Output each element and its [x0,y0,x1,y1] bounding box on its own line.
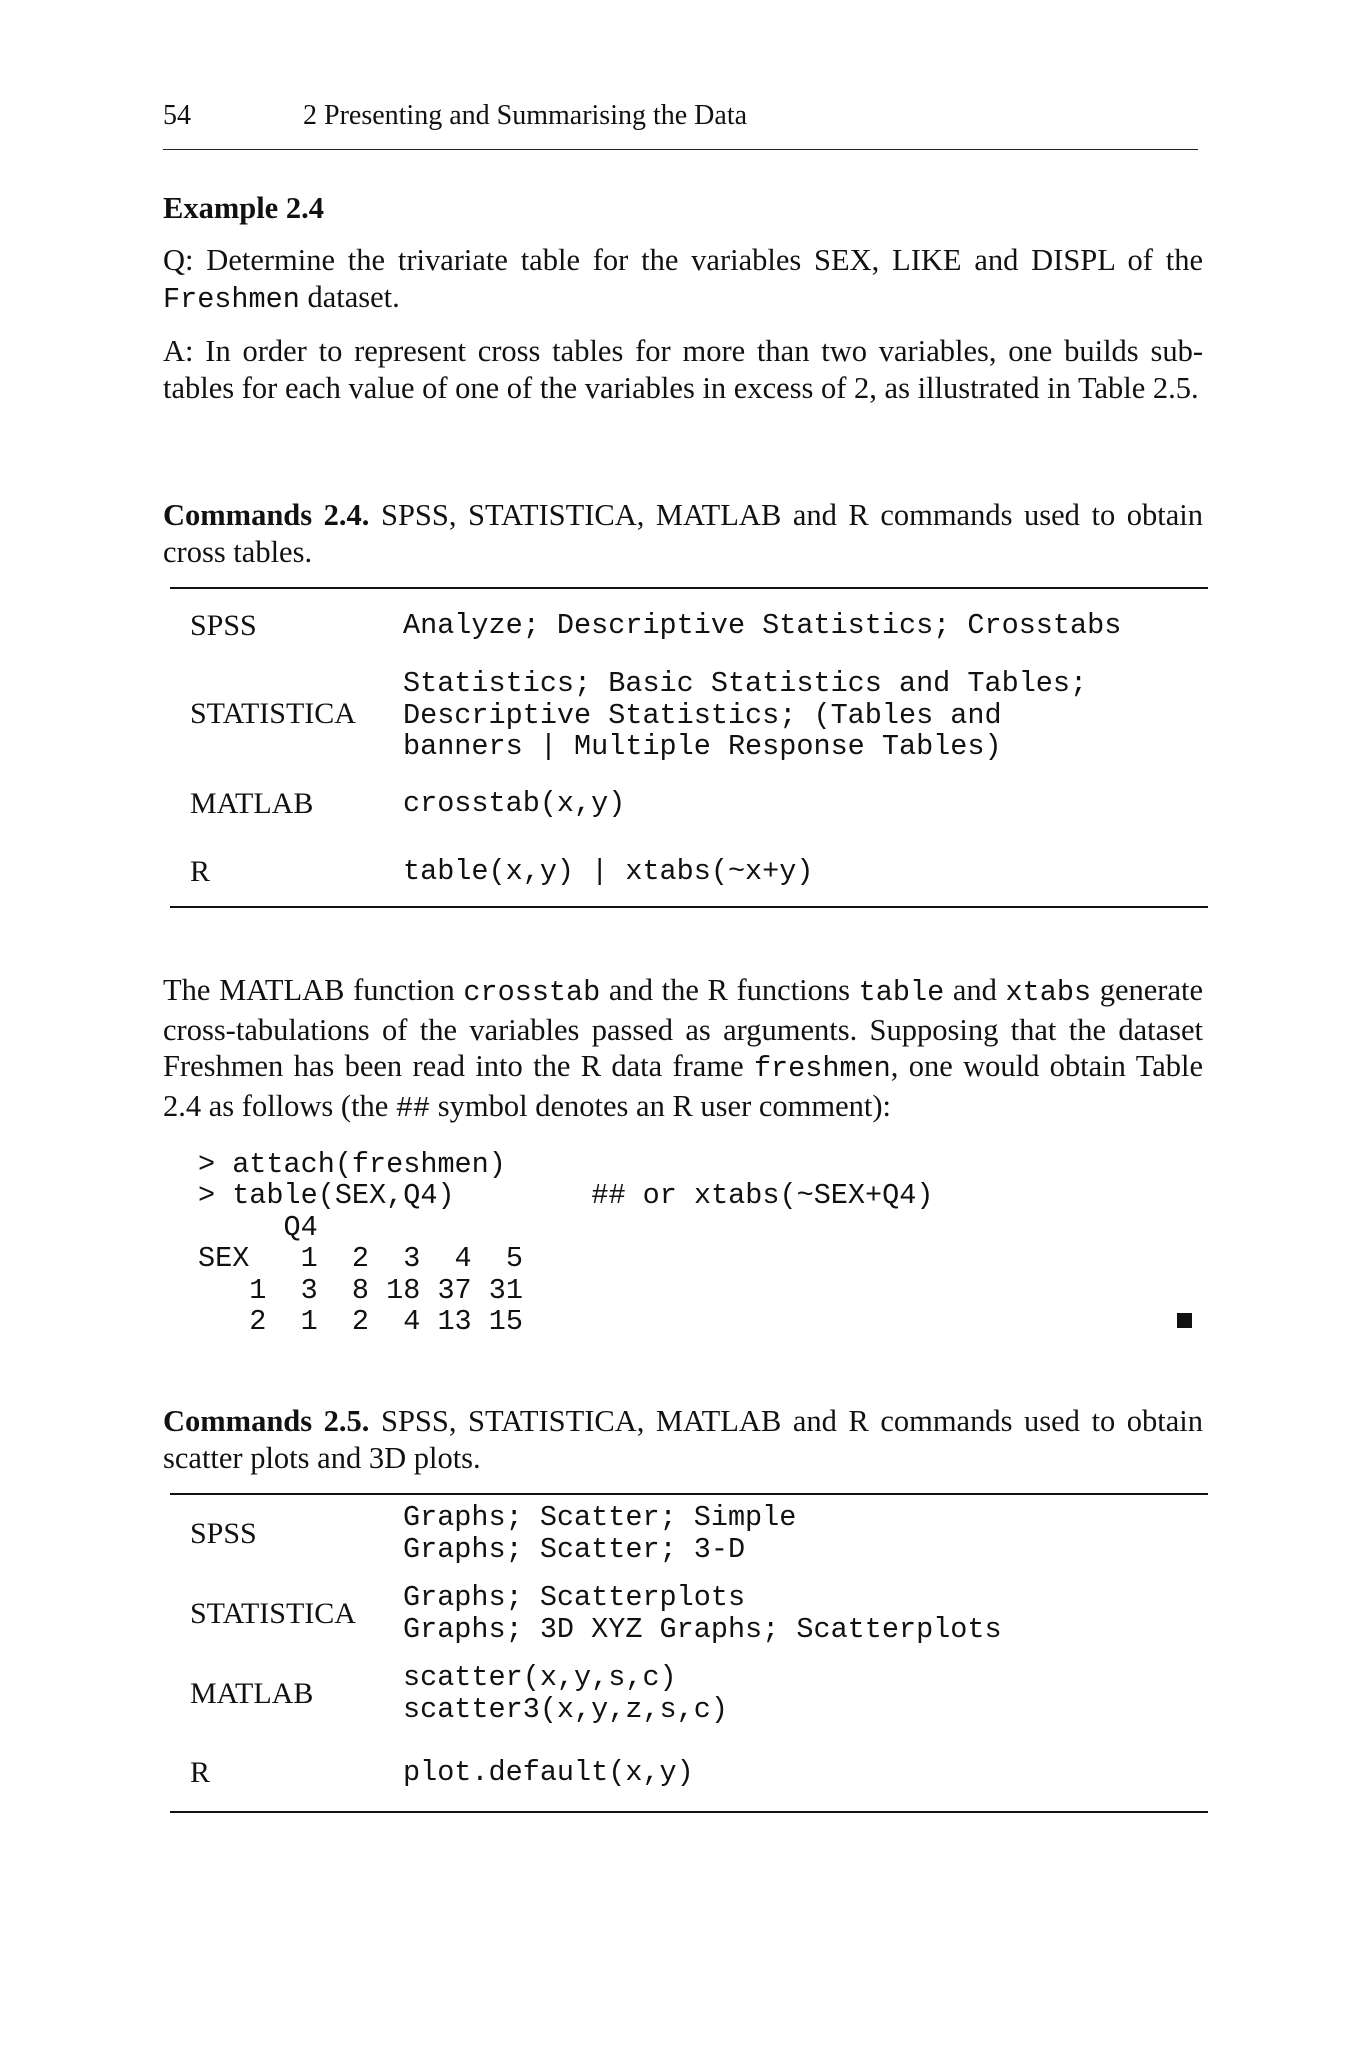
example-answer: A: In order to represent cross tables for more than two variables, one builds sub-tables for each value of one of the variables in excess of 2, as illustrated in Table 2.5. [163,334,1203,405]
command-software-label: SPSS [190,1517,257,1550]
commands-2-5-caption [163,1403,1203,1476]
r-session-code: > attach(freshmen) > table(SEX,Q4) ## or xtabs(~SEX+Q4) Q4 SEX 1 2 3 4 5 1 3 8 18 37 31 2 1 2 4 13 15 [198,1148,934,1339]
commands-2-4-caption [163,497,1203,570]
command-code: crosstab(x,y) [403,787,626,820]
command-code: scatter(x,y,s,c) scatter3(x,y,z,s,c) [403,1661,728,1726]
page-number: 54 [163,100,191,131]
command-software-label: SPSS [190,609,257,642]
inline-code-xtabs: xtabs [1005,976,1092,1009]
commands-2-4-top-rule [170,587,1208,589]
command-software-label: R [190,1756,211,1789]
question-text-end: dataset. [299,279,400,314]
inline-code-crosstab: crosstab [463,976,601,1009]
command-software-label: MATLAB [190,787,314,820]
command-code: table(x,y) | xtabs(~x+y) [403,855,814,888]
command-code: Analyze; Descriptive Statistics; Crosstabs [403,609,1122,642]
header-divider [163,149,1198,150]
paragraph-text: , one would obtain Table 2.4 as follows (the [163,1049,1203,1123]
paragraph-text: The MATLAB function [163,973,464,1007]
commands-2-4-caption-text: SPSS, STATISTICA, MATLAB and R commands used to obtain cross tables. [163,498,1203,569]
running-title: 2 Presenting and Summarising the Data [303,100,748,131]
commands-2-5-caption-text: SPSS, STATISTICA, MATLAB and R commands used to obtain scatter plots and 3D plots. [163,1404,1203,1475]
end-of-example-marker [1177,1313,1192,1328]
paragraph-text: generate cross-tabulations of the variables passed as arguments. Supposing that the dataset Freshmen has been read into the R data frame [163,973,1203,1083]
command-software-label: MATLAB [190,1677,314,1710]
command-code: Statistics; Basic Statistics and Tables; Descriptive Statistics; (Tables and banners | Multiple Response Tables) [403,667,1088,763]
example-question [163,242,1203,318]
command-software-label: R [190,855,211,888]
command-code: plot.default(x,y) [403,1756,694,1789]
commands-2-4-title: Commands 2.4. [163,498,370,532]
command-software-label: STATISTICA [190,1597,356,1630]
question-text-start: Q: Determine the trivariate table for the variables SEX, LIKE and DISPL of the [163,243,1203,277]
commands-2-4-bottom-rule [170,906,1208,908]
paragraph-text: and [944,973,1006,1007]
inline-code-table: table [858,976,945,1009]
example-title: Example 2.4 [163,191,324,225]
commands-2-5-top-rule [170,1493,1208,1495]
body-paragraph [163,972,1203,1127]
command-code: Graphs; Scatterplots Graphs; 3D XYZ Graphs; Scatterplots [403,1581,1002,1646]
paragraph-text: and the R functions [600,973,859,1007]
inline-code-freshmen: freshmen [753,1052,891,1085]
commands-2-5-bottom-rule [170,1811,1208,1813]
inline-code-comment-symbol: ## [395,1091,431,1125]
command-software-label: STATISTICA [190,697,356,730]
commands-2-5-title: Commands 2.5. [163,1404,370,1438]
command-code: Graphs; Scatter; Simple Graphs; Scatter; 3-D [403,1501,797,1566]
paragraph-text: symbol denotes an R user comment): [430,1088,891,1123]
question-dataset-code: Freshmen [163,282,300,316]
